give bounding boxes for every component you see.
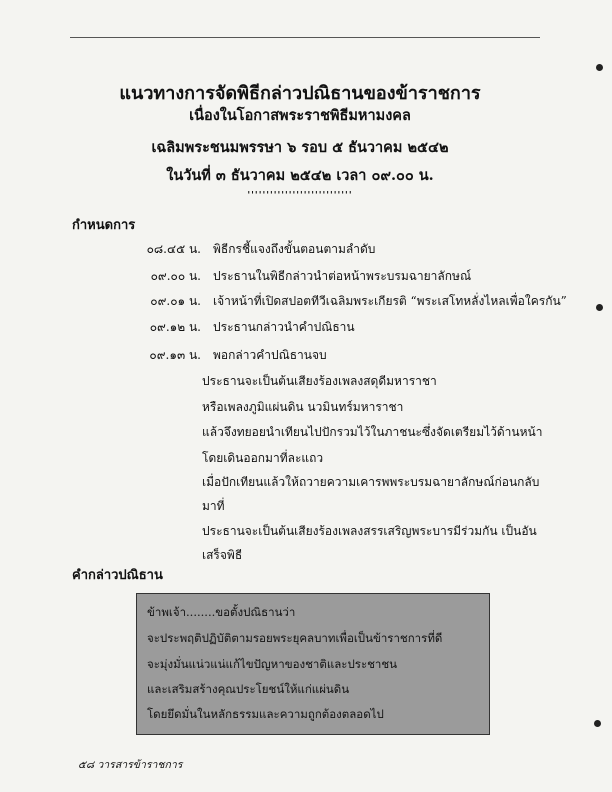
title-divider: '''''''''''''''''''''''''''' [247,191,353,201]
schedule-text: พิธีกรชี้แจงถึงขั้นตอนตามลำดับ [213,242,376,256]
schedule-time: ๐๙.๐๑ น. [150,294,201,308]
schedule-heading: กำหนดการ [72,218,136,233]
schedule-item [125,292,567,311]
schedule-text: ประธานกล่าวนำคำปณิธาน [213,320,355,334]
schedule-time: ๐๙.๑๒ น. [149,320,201,334]
schedule-time: ๐๙.๐๐ น. [150,269,201,283]
schedule-item [125,318,355,337]
oath-line: ข้าพเจ้า........ขอตั้งปณิธานว่า [147,605,296,619]
schedule-continuation: ประธานจะเป็นต้นเสียงร้องเพลงสรรเสริญพระบารมีร่วมกัน เป็นอัน [202,524,537,538]
schedule-text: ประธานในพิธีกล่าวนำต่อหน้าพระบรมฉายาลักษณ์ [213,269,472,283]
top-rule [70,37,540,38]
schedule-continuation: เมื่อปักเทียนแล้วให้ถวายความเคารพพระบรมฉายาลักษณ์ก่อนกลับ [202,475,540,489]
occasion-line: เฉลิมพระชนมพรรษา ๖ รอบ ๕ ธันวาคม ๒๕๔๒ [151,139,449,156]
schedule-continuation: แล้วจึงทยอยนำเทียนไปปักรวมไว้ในภาชนะซึ่งจัดเตรียมไว้ด้านหน้า [202,425,543,439]
oath-box [136,593,490,735]
punch-hole [596,304,603,311]
page-footer: ๕๘ วารสารข้าราชการ [78,759,183,771]
schedule-item [125,240,375,259]
punch-hole [596,64,603,71]
schedule-time: ๐๘.๔๕ น. [146,242,201,256]
schedule-time: ๐๙.๑๓ น. [149,348,201,362]
schedule-continuation: โดยเดินออกมาที่ละแถว [202,451,324,465]
document-title: แนวทางการจัดพิธีกล่าวปณิธานของข้าราชการ [119,83,481,104]
schedule-item [125,267,471,286]
oath-heading: คำกล่าวปณิธาน [72,568,163,583]
schedule-continuation: เสร็จพิธี [202,548,243,562]
schedule-text: พอกล่าวคำปณิธานจบ [213,348,327,362]
schedule-text: เจ้าหน้าที่เปิดสปอตทีวีเฉลิมพระเกียรติ “พระเสโทหลั่งไหลเพื่อใครกัน” [213,294,567,308]
document-subtitle: เนื่องในโอกาสพระราชพิธีมหามงคล [189,107,411,124]
oath-line: จะประพฤติปฏิบัติตามรอยพระยุคลบาทเพื่อเป็นข้าราชการที่ดี [147,631,443,645]
schedule-item [125,346,327,365]
schedule-continuation: ประธานจะเป็นต้นเสียงร้องเพลงสดุดีมหาราชา [202,374,437,388]
punch-hole [594,720,601,727]
oath-line: และเสริมสร้างคุณประโยชน์ให้แก่แผ่นดิน [147,682,350,696]
oath-line: โดยยึดมั่นในหลักธรรมและความถูกต้องตลอดไป [147,707,384,721]
oath-line: จะมุ่งมั่นแน่วแน่แก้ไขปัญหาของชาติและประชาชน [147,657,398,671]
schedule-continuation: หรือเพลงภูมิแผ่นดิน นวมินทร์มหาราชา [202,400,404,414]
date-time-line: ในวันที่ ๓ ธันวาคม ๒๕๔๒ เวลา ๐๙.๐๐ น. [166,167,434,184]
schedule-continuation: มาที่ [202,499,225,513]
